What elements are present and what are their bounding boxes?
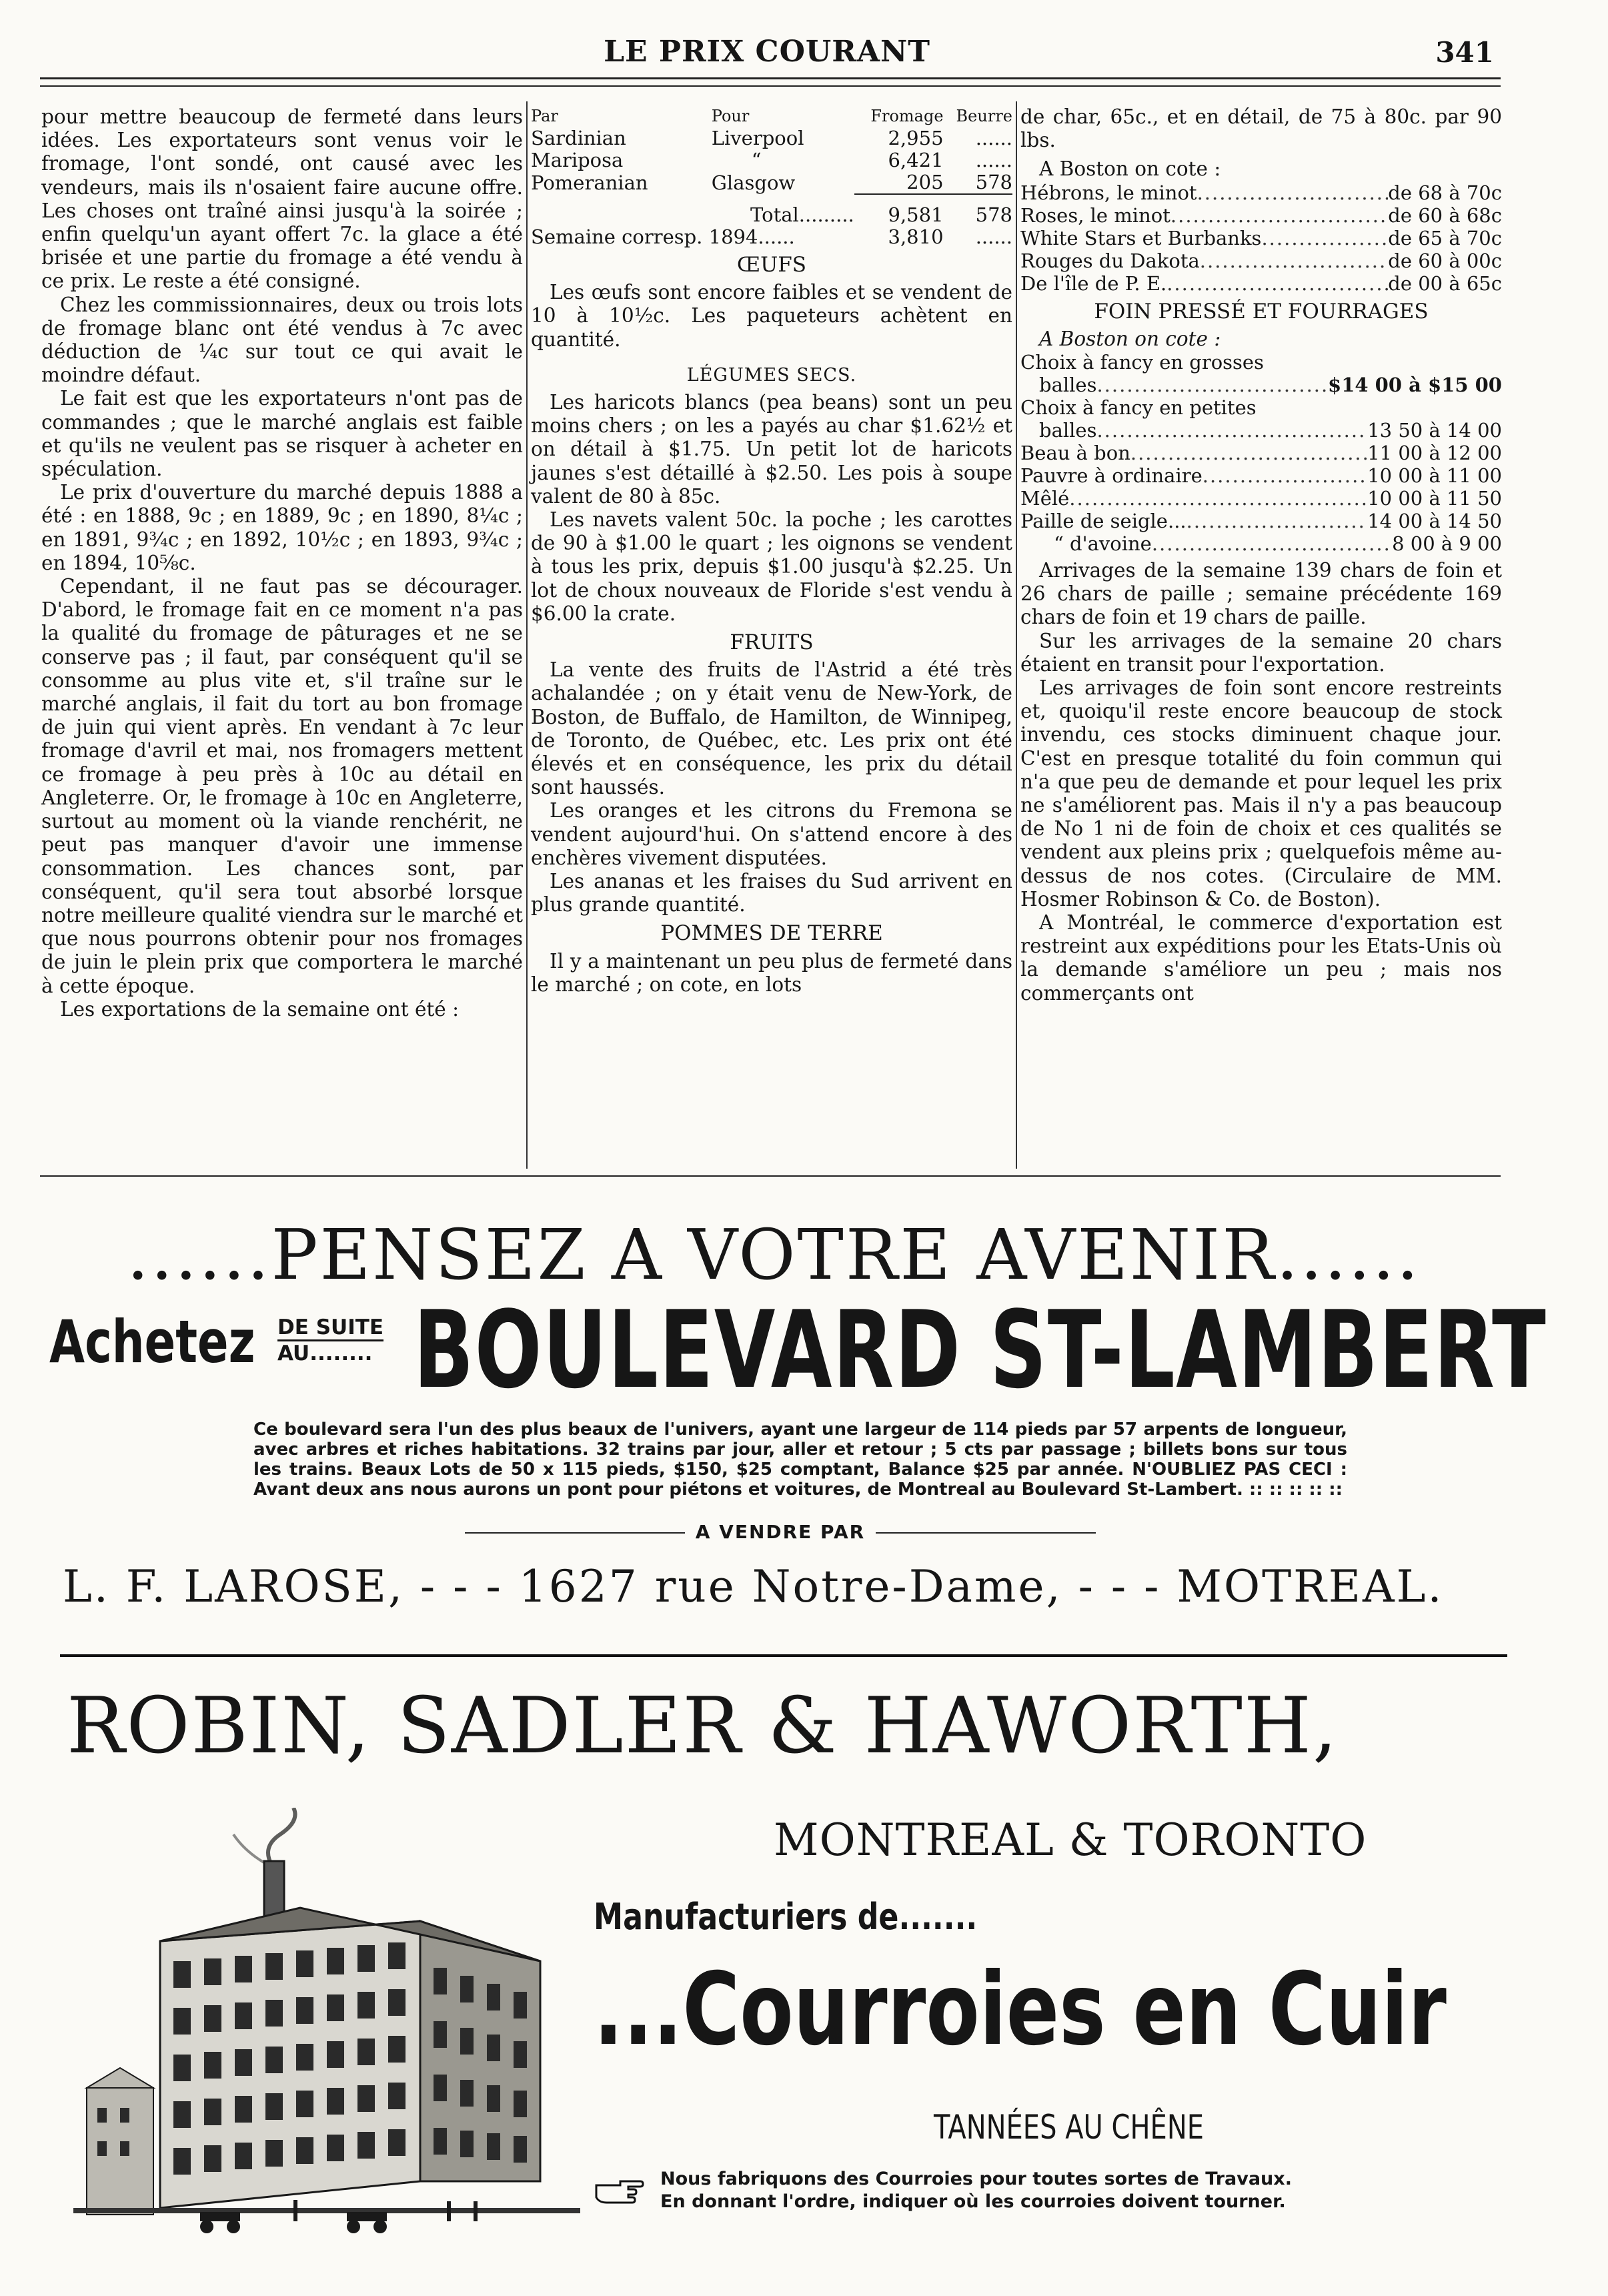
col1-paragraph: Chez les commissionnaires, deux ou trois lots de fromage blanc ont été vendus à 7c avec déduction de ¼c sur tout ce qui avait le moindre défaut. xyxy=(41,293,523,387)
ad-de-suite: DE SUITE xyxy=(277,1315,383,1341)
exports-header: Pour xyxy=(711,107,750,125)
butter-qty: 578 xyxy=(975,171,1012,193)
section-heading-legumes: LÉGUMES SECS. xyxy=(686,364,857,386)
ship-destination: Glasgow xyxy=(711,171,796,194)
legumes-paragraph: Les haricots blancs (pea beans) sont un peu moins chers ; on les a payés au char $1.62½ et on détail à $1.75. Un petit lot de haricots jaunes s'est détaillé à $2.50. Les pois à soupe valent de 80 à 85c. xyxy=(531,391,1012,508)
list-item xyxy=(1020,227,1502,249)
butter-qty: ...... xyxy=(975,127,1012,149)
item-name: balles xyxy=(1039,374,1097,397)
foin-boston-label: A Boston on cote : xyxy=(1039,327,1221,350)
col1-paragraph: Le prix d'ouverture du marché depuis 1888 a été : en 1888, 9c ; en 1889, 9c ; en 1890, 8¼c ; en 1891, 9¾c ; en 1892, 10½c ; en 1893, 9¾c ; en 1894, 10⅝c. xyxy=(41,481,523,574)
page-header xyxy=(40,32,1494,72)
ad-manufacturers-label: Manufacturiers de....... xyxy=(594,1896,978,1938)
item-price: de 00 à 65c xyxy=(1388,271,1502,295)
leader-dots xyxy=(1202,464,1367,487)
ship-destination: “ xyxy=(751,149,762,171)
ad-de-suite-au xyxy=(277,1315,383,1365)
leader-dots xyxy=(1170,204,1388,227)
item-price: de 65 à 70c xyxy=(1388,226,1502,249)
leader-dots xyxy=(1096,419,1367,442)
total-butter: 578 xyxy=(944,194,1012,226)
item-price: 14 00 à 14 50 xyxy=(1367,510,1502,533)
ship-name: Sardinian xyxy=(531,127,626,149)
leader-dots xyxy=(1261,227,1388,249)
leader-dots xyxy=(1166,272,1388,295)
ad-headline: ......PENSEZ A VOTRE AVENIR...... xyxy=(127,1214,1421,1295)
ship-destination: Liverpool xyxy=(711,127,804,149)
ad-boulevard-name: BOULEVARD ST-LAMBERT xyxy=(414,1287,1547,1412)
exports-table xyxy=(531,105,1012,248)
legumes-paragraph: Les navets valent 50c. la poche ; les carottes de 90 à $1.00 le quart ; les oignons se vendent à tous les prix, depuis $1.00 jusqu'à $2.25. Un lot de choux nouveaux de Floride s'est vendu à $6.00 la crate. xyxy=(531,508,1012,625)
boston-label: A Boston on cote : xyxy=(1039,157,1221,181)
list-item xyxy=(1020,181,1502,204)
column-1 xyxy=(41,105,523,1021)
item-price: de 60 à 00c xyxy=(1388,249,1502,272)
table-row xyxy=(531,171,1012,194)
list-item xyxy=(1020,204,1502,227)
ad-cities: MONTREAL & TORONTO xyxy=(774,1814,1367,1866)
ad-product-name: ...Courroies en Cuir xyxy=(594,1952,1447,2068)
col1-paragraph: pour mettre beaucoup de fermeté dans leurs idées. Les exportateurs sont venus voir le fromage, l'ont sondé, ont causé avec les vendeurs, mais ils n'osaient faire aucune offre. Les choses ont traîné ainsi jusqu'à la soirée ; enfin quelqu'un ayant offert 7c. la glace a été brisée et une partie du fromage a été vendu à ce prix. Le reste a été consigné. xyxy=(41,105,523,293)
item-name: Roses, le minot xyxy=(1020,203,1170,227)
item-name: Mêlé xyxy=(1020,487,1070,510)
advertisement-boulevard-st-lambert xyxy=(40,1194,1547,1634)
advertisement-robin-sadler-haworth xyxy=(40,1654,1507,2268)
column-2 xyxy=(531,105,1012,997)
item-name: Beau à bon xyxy=(1020,442,1130,465)
leader-dots xyxy=(1130,442,1367,464)
pointing-hand-icon xyxy=(594,2176,644,2207)
col3-paragraph: A Montréal, le commerce d'exportation est restreint aux expéditions pour les Etats-Unis où la demande s'améliore un peu ; mais nos commerçants ont xyxy=(1020,911,1502,1005)
cheese-qty: 2,955 xyxy=(888,127,944,149)
col3-paragraph: Arrivages de la semaine 139 chars de foin et 26 chars de paille ; semaine précédente 169 chars de foin et 19 chars de paille. xyxy=(1020,559,1502,629)
fruits-paragraph: Les oranges et les citrons du Fremona se vendent aujourd'hui. On s'attend encore à des enchères vivement disputées. xyxy=(531,799,1012,869)
list-item xyxy=(1020,442,1502,464)
section-heading-fruits: FRUITS xyxy=(730,630,814,655)
col3-intro: de char, 65c., et en détail, de 75 à 80c. par 90 lbs. xyxy=(1020,105,1502,152)
total-cheese: 9,581 xyxy=(854,194,944,226)
list-item xyxy=(1020,510,1502,532)
item-name: De l'île de P. E. xyxy=(1020,271,1167,295)
section-heading-pommes: POMMES DE TERRE xyxy=(660,921,883,946)
ad-a-vendre-par: A VENDRE PAR xyxy=(414,1521,1147,1543)
potato-price-list xyxy=(1020,181,1502,295)
ad-au: AU........ xyxy=(277,1341,373,1365)
col1-paragraph: Les exportations de la semaine ont été : xyxy=(60,997,460,1021)
item-price: 10 00 à 11 00 xyxy=(1367,464,1502,488)
table-row xyxy=(531,149,1012,171)
column-separator-2 xyxy=(1016,101,1017,1169)
ad-seller-address: L. F. LAROSE, - - - 1627 rue Notre-Dame, - - - MOTREAL. xyxy=(63,1561,1444,1612)
cheese-qty: 6,421 xyxy=(888,149,944,171)
exports-header-row xyxy=(531,105,1012,127)
total-label: Total......... xyxy=(750,203,854,226)
ship-name: Mariposa xyxy=(531,149,624,171)
item-price: 11 00 à 12 00 xyxy=(1367,442,1502,465)
item-price: 8 00 à 9 00 xyxy=(1392,532,1502,556)
leader-dots xyxy=(1200,249,1389,272)
item-name: Paille de seigle... xyxy=(1020,510,1186,533)
butter-qty: ...... xyxy=(975,149,1012,171)
col3-paragraph: Sur les arrivages de la semaine 20 chars étaient en transit pour l'exportation. xyxy=(1020,629,1502,676)
ship-name: Pomeranian xyxy=(531,171,648,194)
item-name: Rouges du Dakota xyxy=(1020,249,1200,272)
list-item xyxy=(1020,272,1502,295)
column-3 xyxy=(1020,105,1502,1005)
fruits-paragraph: Les ananas et les fraises du Sud arrivent en plus grande quantité. xyxy=(531,870,1012,917)
cheese-qty: 205 xyxy=(906,171,944,193)
leader-dots xyxy=(1096,374,1328,396)
item-name: Pauvre à ordinaire xyxy=(1020,464,1202,488)
leader-dots xyxy=(1186,510,1368,532)
leader-dots xyxy=(1152,532,1392,555)
header-rule-bottom xyxy=(40,85,1501,87)
pommes-paragraph: Il y a maintenant un peu plus de fermeté dans le marché ; on cote, en lots xyxy=(531,949,1012,996)
ad-achetez: Achetez xyxy=(49,1307,255,1376)
ad-note-line: Nous fabriquons des Courroies pour toutes sortes de Travaux. xyxy=(660,2169,1292,2189)
table-row xyxy=(531,127,1012,149)
oeufs-paragraph: Les œufs sont encore faibles et se vendent de 10 à 10½c. Les paqueteurs achètent en quantité. xyxy=(531,281,1012,351)
item-price: de 60 à 68c xyxy=(1388,203,1502,227)
item-name: White Stars et Burbanks xyxy=(1020,226,1262,249)
column-separator-1 xyxy=(526,101,528,1169)
columns-bottom-rule xyxy=(40,1175,1501,1177)
table-row xyxy=(531,194,1012,226)
journal-title: LE PRIX COURANT xyxy=(604,35,930,69)
list-item xyxy=(1020,374,1502,396)
previous-year-cheese: 3,810 xyxy=(888,225,944,248)
page-number: 341 xyxy=(1435,36,1494,69)
item-price: 13 50 à 14 00 xyxy=(1367,419,1502,442)
ad-tanned-label: TANNÉES AU CHÊNE xyxy=(934,2108,1204,2147)
previous-year-label: Semaine corresp. 1894...... xyxy=(531,225,795,248)
item-price: 10 00 à 11 50 xyxy=(1367,487,1502,510)
factory-building-illustration xyxy=(73,1808,580,2248)
section-heading-oeufs: ŒUFS xyxy=(736,253,807,277)
header-rule-top xyxy=(40,77,1501,79)
col1-paragraph: Le fait est que les exportateurs n'ont pas de commandes ; que le marché anglais est faible et qu'ils ne veulent pas se risquer à acheter en spéculation. xyxy=(41,387,523,481)
previous-year-butter: ...... xyxy=(975,225,1012,248)
ad-note-line: En donnant l'ordre, indiquer où les courroies doivent tourner. xyxy=(660,2191,1286,2212)
list-item xyxy=(1020,249,1502,272)
exports-header: Beurre xyxy=(956,107,1012,125)
item-name: “ d'avoine xyxy=(1054,532,1152,556)
table-row xyxy=(531,226,1012,248)
item-name: balles xyxy=(1039,419,1097,442)
list-item xyxy=(1020,464,1502,487)
leader-dots xyxy=(1069,487,1367,510)
col1-paragraph: Cependant, il ne faut pas se décourager. D'abord, le fromage fait en ce moment n'a pas la qualité du fromage de pâturages et ne se conserve pas ; il faut, par conséquent qu'il se consomme au plus vite et, s'il traîne sur le marché anglais, il fait du tort au bon fromage de juin qui vient après. En vendant à 7c leur fromage d'avril et mai, nos fromagers mettent ce fromage à peu près à 10c au détail en Angleterre. Or, le fromage à 10c en Angleterre, surtout au moment où la viande renchérit, ne peut pas manquer d'avoir une immense consommation. Les chances sont, par conséquent, qu'il sera tout absorbé lorsque notre meilleure qualité viendra sur le marché et que nous pourrons obtenir pour nos fromages de juin le plein prix que comportera le marché à cette époque. xyxy=(41,575,523,997)
exports-header: Fromage xyxy=(870,107,944,125)
ad-body-text: Ce boulevard sera l'un des plus beaux de l'univers, ayant une largeur de 114 pieds par 57 arpents de longueur, avec arbres et riches habitations. 32 trains par jour, aller et retour ; 5 cts par passage ; billets bons sur tous les trains. Beaux Lots de 50 x 115 pieds, $150, $25 comptant, Balance $25 par année. N'OUBLIEZ PAS CECI : Avant deux ans nous aurons un pont pour piétons et voitures, de Montreal au Boulevard St-Lambert. :: :: :: :: :: xyxy=(253,1419,1347,1500)
section-heading-foin: FOIN PRESSÉ ET FOURRAGES xyxy=(1094,299,1429,324)
item-name: Hébrons, le minot xyxy=(1020,181,1197,204)
hay-price-list xyxy=(1020,351,1502,555)
ad-company-name: ROBIN, SADLER & HAWORTH, xyxy=(67,1681,1339,1771)
exports-header: Par xyxy=(531,107,558,125)
hay-fancy-small-label: Choix à fancy en petites xyxy=(1020,396,1257,420)
list-item xyxy=(1020,487,1502,510)
ad-note xyxy=(660,2168,1292,2213)
item-price: $14 00 à $15 00 xyxy=(1328,374,1502,397)
hay-fancy-large-label: Choix à fancy en grosses xyxy=(1020,351,1264,374)
col3-paragraph: Les arrivages de foin sont encore restreints et, quoiqu'il reste encore beaucoup de stock invendu, ces stocks diminuent chaque jour. C'est en presque totalité du foin commun qui n'a que peu de demande et pour lequel les prix ne s'améliorent pas. Mais il n'y a pas beaucoup de No 1 ni de foin de choix et ces qualités se vendent aux pleins prix ; quelquefois même au-dessus de nos cotes. (Circulaire de MM. Hosmer Robinson & Co. de Boston). xyxy=(1020,676,1502,911)
ad-top-rule xyxy=(60,1654,1507,1657)
list-item xyxy=(1020,419,1502,442)
fruits-paragraph: La vente des fruits de l'Astrid a été très achalandée ; on y était venu de New-York, de Boston, de Buffalo, de Hamilton, de Winnipeg, de Toronto, de Québec, etc. Les prix ont été élevés et en conséquence, les prix du détail sont haussés. xyxy=(531,658,1012,799)
item-price: de 68 à 70c xyxy=(1388,181,1502,204)
list-item xyxy=(1020,532,1502,555)
leader-dots xyxy=(1197,181,1389,204)
